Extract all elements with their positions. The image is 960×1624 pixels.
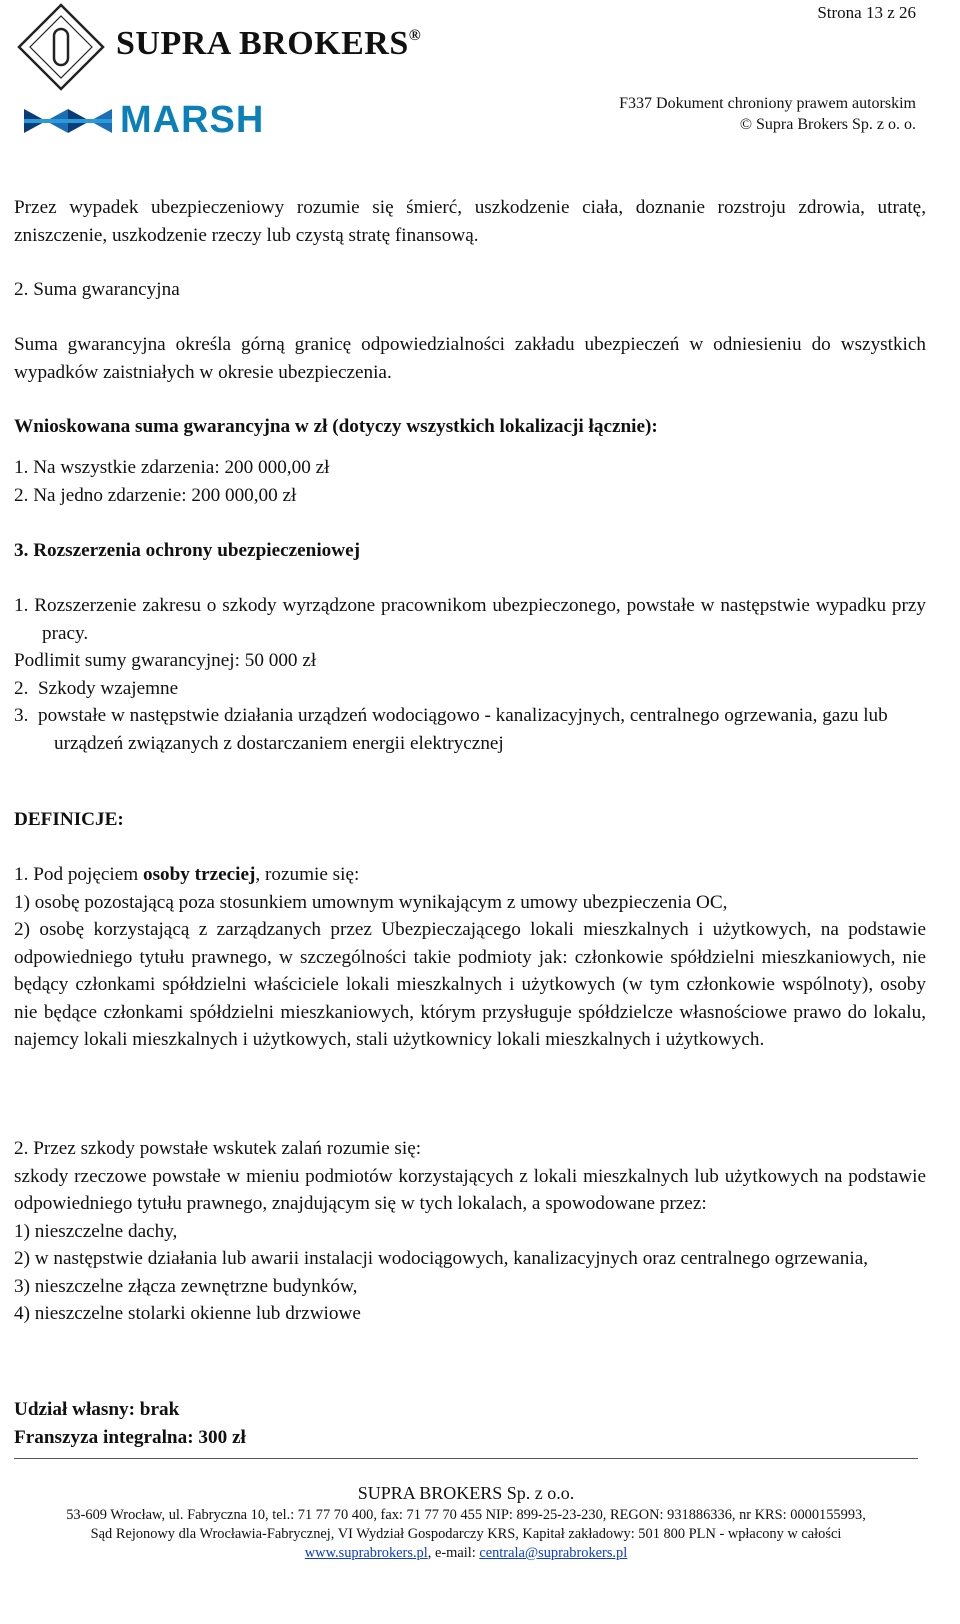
list-item: 2) osobę korzystającą z zarządzanych przez Ubezpieczającego lokali mieszkalnych i użytkowych, na podstawie odpowiedniego tytułu prawnego, w szczególności takie podmioty jak: członkowie spółdzielni mieszkaniowych, nie będący członkami spółdzielni właściciele lokali mieszkalnych i użytkowych (w tym członkowie wspólnoty), osoby nie będące członkami spółdzielni mieszkaniowych, którym przysługuje spółdzielcze własnościowe prawo do lokalu, najemcy lokali mieszkalnych i użytkowych, stali użytkownicy lokali mieszkalnych i użytkowych. <box>14 919 926 1050</box>
document-info-line2: © Supra Brokers Sp. z o. o. <box>739 116 916 133</box>
footer-divider <box>14 1458 918 1459</box>
footer-company: SUPRA BROKERS Sp. z o.o. <box>357 1483 575 1503</box>
list-item: 4) nieszczelne stolarki okienne lub drzwiowe <box>14 1303 361 1324</box>
website-link[interactable]: www.suprabrokers.pl <box>304 1545 428 1561</box>
page-number: Strona 13 z 26 <box>817 3 916 22</box>
footer-contact: www.suprabrokers.pl, e-mail: centrala@suprabrokers.pl <box>304 1545 628 1561</box>
section-3-title: 3. Rozszerzenia ochrony ubezpieczeniowej <box>14 540 361 561</box>
section-3-list <box>14 592 926 757</box>
definition-2-text: szkody rzeczowe powstałe w mieniu podmiotów korzystających z lokali mieszkalnych lub użytkowych na podstawie odpowiedniego tytułu prawnego, znajdującym się w tych lokalach, a spowodowane przez: <box>14 1165 926 1214</box>
footer-details <box>14 1506 918 1563</box>
list-item: 1. Rozszerzenie zakresu o szkody wyrządzone pracownikom ubezpieczonego, powstałe w następstwie wypadku przy pracy. <box>14 595 926 644</box>
list-item: 2) w następstwie działania lub awarii instalacji wodociągowych, kanalizacyjnych oraz centralnego ogrzewania, <box>14 1248 869 1269</box>
list-item: 1) osobę pozostającą poza stosunkiem umownym wynikającym z umowy ubezpieczenia OC, <box>14 891 728 913</box>
supra-brokers-logo-text: SUPRA BROKERS® <box>116 25 422 62</box>
list-item: 2. Na jedno zdarzenie: 200 000,00 zł <box>14 484 297 506</box>
footer-court: Sąd Rejonowy dla Wrocławia-Fabrycznej, VI Wydział Gospodarczy KRS, Kapitał zakładowy: 501 800 PLN - wpłacony w całości <box>90 1526 842 1542</box>
definition-2-title: 2. Przez szkody powstałe wskutek zalań rozumie się: <box>14 1138 422 1159</box>
supra-diamond-logo-icon <box>16 2 106 92</box>
requested-sum-list <box>14 454 926 509</box>
definition-1 <box>14 861 926 1054</box>
footer-address: 53-609 Wrocław, ul. Fabryczna 10, tel.: 71 77 70 400, fax: 71 77 70 455 NIP: 899-25-23-230, REGON: 931886336, nr KRS: 0000155993, <box>66 1507 866 1523</box>
email-link[interactable]: centrala@suprabrokers.pl <box>479 1545 628 1561</box>
definitions-title: DEFINICJE: <box>14 809 124 830</box>
section-2-text: Suma gwarancyjna określa górną granicę odpowiedzialności zakładu ubezpieczeń w odniesieniu do wszystkich wypadków zaistniałych w okresie ubezpieczenia. <box>14 334 926 383</box>
document-info-line1: F337 Dokument chroniony prawem autorskim <box>619 95 916 112</box>
list-item: 3. powstałe w następstwie działania urządzeń wodociągowo - kanalizacyjnych, centralnego ogrzewania, gazu lub urządzeń związanych z dostarczaniem energii elektrycznej <box>14 705 888 754</box>
deductibles <box>14 1396 926 1451</box>
intro-paragraph: Przez wypadek ubezpieczeniowy rozumie się śmierć, uszkodzenie ciała, doznanie rozstroju zdrowia, utratę, zniszczenie, uszkodzenie rzeczy lub czystą stratę finansową. <box>14 197 926 246</box>
marsh-logo-text: MARSH <box>120 99 265 141</box>
requested-sum-title: Wnioskowana suma gwarancyjna w zł (dotyczy wszystkich lokalizacji łącznie): <box>14 416 658 437</box>
definition-1-title: 1. Pod pojęciem osoby trzeciej, rozumie się: <box>14 864 360 885</box>
deductible-text: Udział własny: brak <box>14 1399 180 1420</box>
list-item: 2. Szkody wzajemne <box>14 677 179 699</box>
list-item: 3) nieszczelne złącza zewnętrzne budynków, <box>14 1275 358 1297</box>
list-item: 1. Na wszystkie zdarzenia: 200 000,00 zł <box>14 457 330 478</box>
marsh-logo-icon <box>24 105 112 137</box>
list-item: 1) nieszczelne dachy, <box>14 1220 178 1242</box>
document-info <box>619 93 916 135</box>
definition-2 <box>14 1135 926 1328</box>
sublimit-text: Podlimit sumy gwarancyjnej: 50 000 zł <box>14 650 317 671</box>
franchise-text: Franszyza integralna: 300 zł <box>14 1426 246 1448</box>
section-2-title: 2. Suma gwarancyjna <box>14 279 180 300</box>
